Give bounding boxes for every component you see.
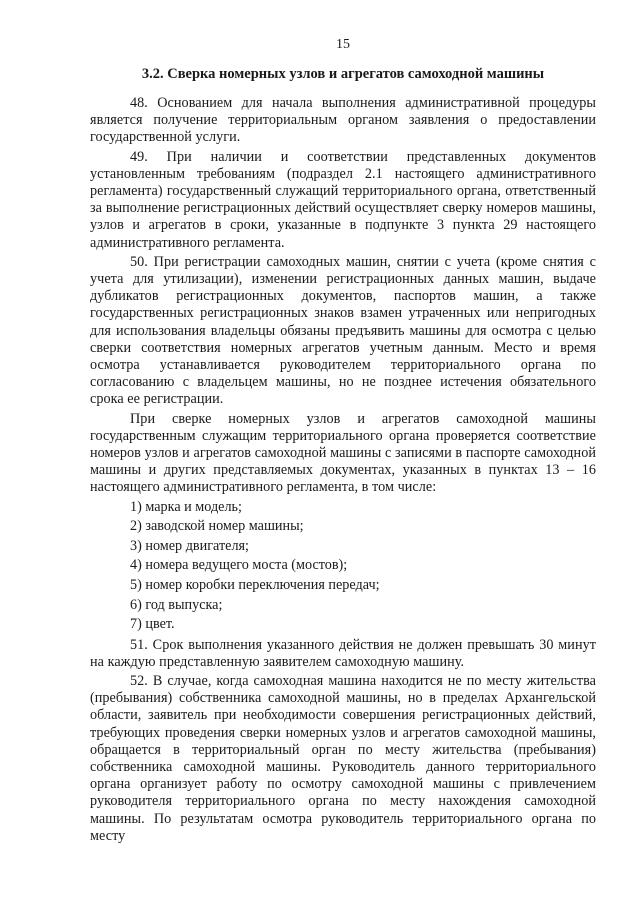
- list-item: 2) заводской номер машины;: [130, 518, 304, 535]
- list-item: 1) марка и модель;: [130, 498, 242, 515]
- list-item: 5) номер коробки переключения передач;: [130, 577, 380, 594]
- list-item: 7) цвет.: [130, 616, 175, 633]
- document-page: [90, 36, 596, 845]
- section-title: 3.2. Сверка номерных узлов и агрегатов самоходной машины: [141, 66, 545, 82]
- paragraph-verification: При сверке номерных узлов и агрегатов самоходной машины государственным служащим территориального органа проверяется соответствие номеров узлов и агрегатов самоходной машины с записями в паспорте самоходной машины и других представляемых документах, указанных в пунктах 13 – 16 настоящего административного регламента, в том числе:: [90, 410, 596, 496]
- page-number: 15: [336, 37, 350, 52]
- list-item: 6) год выпуска;: [130, 596, 223, 613]
- list-item: 4) номера ведущего моста (мостов);: [130, 557, 348, 574]
- paragraph-51: 51. Срок выполнения указанного действия не должен превышать 30 минут на каждую представленную заявителем самоходную машину.: [90, 636, 596, 670]
- paragraph-49: 49. При наличии и соответствии представленных документов установленным требованиям (подраздел 2.1 настоящего административного регламента) государственный служащий территориального органа, ответственный за выполнение регистрационных действий осуществляет сверку номеров машины, узлов и агрегатов в сроки, указанные в подпункте 3 пункта 29 настоящего административного регламента.: [90, 148, 596, 251]
- paragraph-52: 52. В случае, когда самоходная машина находится не по месту жительства (пребывания) собственника самоходной машины, но в пределах Архангельской области, заявитель при необходимости совершения регистрационных действий, требующих проведения сверки номерных узлов и агрегатов самоходной машины, обращается в территориальный орган по месту жительства (пребывания) собственника самоходной машины. Руководитель данного территориального органа организует работу по осмотру самоходной машины с привлечением руководителя территориального органа по месту нахождения самоходной машины. По результатам осмотра руководитель территориального органа по месту: [90, 673, 596, 844]
- paragraph-48: 48. Основанием для начала выполнения административной процедуры является получение территориальным органом заявления о предоставлении государственной услуги.: [90, 95, 596, 146]
- list-item: 3) номер двигателя;: [130, 537, 249, 554]
- checked-items-list: [90, 499, 596, 634]
- paragraph-50: 50. При регистрации самоходных машин, снятии с учета (кроме снятия с учета для утилизации), изменении регистрационных данных машин, выдаче дубликатов регистрационных документов, паспортов машин, а также государственных регистрационных знаков взамен утраченных или непригодных для использования владельцы обязаны предъявить машины для осмотра с целью сверки соответствия номерных агрегатов учетным данным. Место и время осмотра устанавливается руководителем территориального органа по согласованию с владельцем машины, но не позднее истечения обязательного срока ее регистрации.: [90, 253, 596, 408]
